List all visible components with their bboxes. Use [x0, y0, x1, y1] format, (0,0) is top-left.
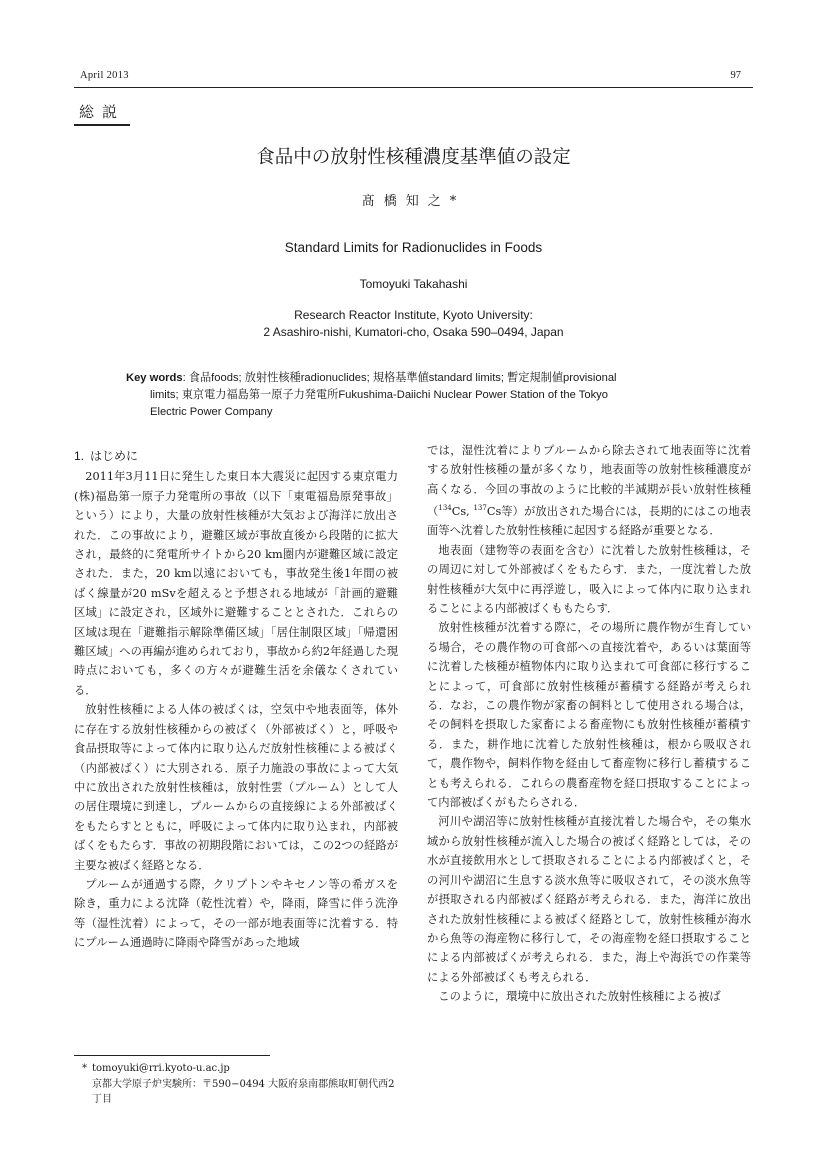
section-heading-text: はじめに	[90, 449, 139, 463]
section-number: 1.	[74, 449, 85, 463]
left-column	[74, 447, 398, 953]
right-paragraph-1	[427, 441, 751, 541]
affiliation-line-2: 2 Asashiro-nishi, Kumatori-cho, Osaka 590–0494, Japan	[263, 324, 564, 339]
affiliation	[0, 307, 827, 340]
keywords-line-3: Electric Power Company	[150, 406, 273, 418]
keywords-block	[126, 370, 706, 421]
right-column	[427, 441, 751, 1007]
section-heading	[74, 447, 398, 466]
keywords-line-2: limits; 東京電力福島第一原子力発電所Fukushima-Daiichi Nuclear Power Station of the Tokyo	[150, 389, 608, 401]
right-paragraph-3: 放射性核種が沈着する際に，その場所に農作物が生育している場合，その農作物の可食部への直接沈着や，あるいは葉面等に沈着した核種が植物体内に取り込まれて可食部に移行することによって，可食部に放射性核種が蓄積する経路が考えられる．なお，この農作物が家畜の飼料として使用される場合は，その飼料を摂取した家畜による畜産物にも放射性核種が蓄積する．また，耕作地に沈着した放射性核種は，根から吸収されて，農作物や，飼料作物を経由して畜産物に移行し蓄積することも考えられる．これらの農畜産物を経口摂取することによって内部被ばくがもたらされる．	[427, 621, 751, 810]
footnote	[82, 1061, 402, 1108]
left-paragraph-3: プルームが通過する際，クリプトンやキセノン等の希ガスを除き，重力による沈降（乾性沈着）や，降雨，降雪に伴う洗浄等（湿性沈着）によって，その一部が地表面等に沈着する．特にプルーム通過時に降雨や降雪があった地域	[74, 877, 398, 950]
right-paragraph-4: 河川や湖沼等に放射性核種が直接沈着した場合や，その集水域から放射性核種が流入した場合の被ばく経路としては，その水が直接飲用水として摂取されることによる内部被ばくと，その河川や湖沼に生息する淡水魚等に吸収されて，その淡水魚等が摂取される内部被ばく経路が考えられる．また，海洋に放出された放射性核種による被ばく経路として，放射性核種が海水から魚等の海産物に移行して，その海産物を経口摂取することによる内部被ばくが考えられる．また，海上や海浜での作業等による外部被ばくも考えられる．	[427, 815, 751, 984]
cs137-mass-number: 137	[473, 504, 487, 513]
right-paragraph-1-text: では，湿性沈着によりプルームから除去されて地表面等に沈着する放射性核種の量が多くなり，地表面等の放射性核種濃度が高くなる．今回の事故のように比較的半減期が長い放射性核種（	[427, 444, 751, 518]
header-rule	[74, 87, 753, 88]
author-name-en: Tomoyuki Takahashi	[359, 277, 468, 291]
section-tag: 総説	[74, 101, 130, 126]
keywords-label: Key words	[126, 372, 183, 384]
cs134-mass-number: 134	[438, 504, 452, 513]
right-paragraph-5: このように，環境中に放出された放射性核種による被ば	[438, 990, 721, 1004]
footnote-mark: *	[82, 1063, 87, 1074]
journal-issue-date: April 2013	[80, 70, 129, 81]
article-title-jp: 食品中の放射性核種濃度基準値の設定	[256, 147, 571, 168]
left-paragraph-2: 放射性核種による人体の被ばくは，空気中や地表面等，体外に存在する放射性核種からの被ばく（外部被ばく）と，呼吸や食品摂取等によって体内に取り込んだ放射性核種による被ばく（内部被ばく）に大別される．原子力施設の事故によって大気中に放出された放射性核種は，放射性雲（プルーム）として人の居住環境に到達し，プルームからの直接線による外部被ばくをもたらすとともに，呼吸によって体内に取り込まれ，内部被ばくをもたらす．事故の初期段階においては，この2つの経路が主要な被ばく経路となる．	[74, 703, 398, 872]
affiliation-line-1: Research Reactor Institute, Kyoto University:	[294, 308, 533, 322]
footnote-rule	[74, 1055, 270, 1056]
article-title-en: Standard Limits for Radionuclides in Foods	[284, 240, 543, 255]
page-number: 97	[730, 70, 741, 81]
right-paragraph-1-continued: Cs等）が放出された場合には，長期的にはこの地表面等へ沈着した放射性核種に起因する経路が重要となる．	[427, 504, 751, 538]
right-paragraph-2: 地表面（建物等の表面を含む）に沈着した放射性核種は，その周辺に対して外部被ばくをもたらす．また，一度沈着した放射性核種が大気中に再浮遊し，吸入によって体内に取り込まれることによる内部被ばくももたらす．	[427, 543, 751, 616]
left-paragraph-1: 2011年3月11日に発生した東日本大震災に起因する東京電力(株)福島第一原子力発電所の事故（以下「東電福島原発事故」という）により，大量の放射性核種が大気および海洋に放出された．この事故により，避難区域が事故直後から段階的に拡大され，最終的に発電所サイトから20 km圏内が避難区域に設定された．また，20 km以遠においても，事故発生後1年間の被ばく線量が20 mSvを超えると予想される地域が「計画的避難区域」に設定され，区域外に避難することとされた．これらの区域は現在「避難指示解除準備区域」「居住制限区域」「帰還困難区域」への再編が進められており，事故から約2年経過した現時点においても，多くの方々が避難生活を余儀なくされている．	[74, 470, 398, 697]
keywords-line-1: : 食品foods; 放射性核種radionuclides; 規格基準値standard limits; 暫定規制値provisional	[182, 372, 617, 384]
cs134-symbol: Cs,	[451, 504, 470, 518]
footnote-address: 京都大学原子炉実験所：〒590−0494 大阪府泉南郡熊取町朝代西2丁目	[92, 1078, 395, 1105]
footnote-email: tomoyuki@rri.kyoto-u.ac.jp	[92, 1063, 230, 1074]
author-name-jp: 髙橋知之*	[361, 194, 466, 209]
